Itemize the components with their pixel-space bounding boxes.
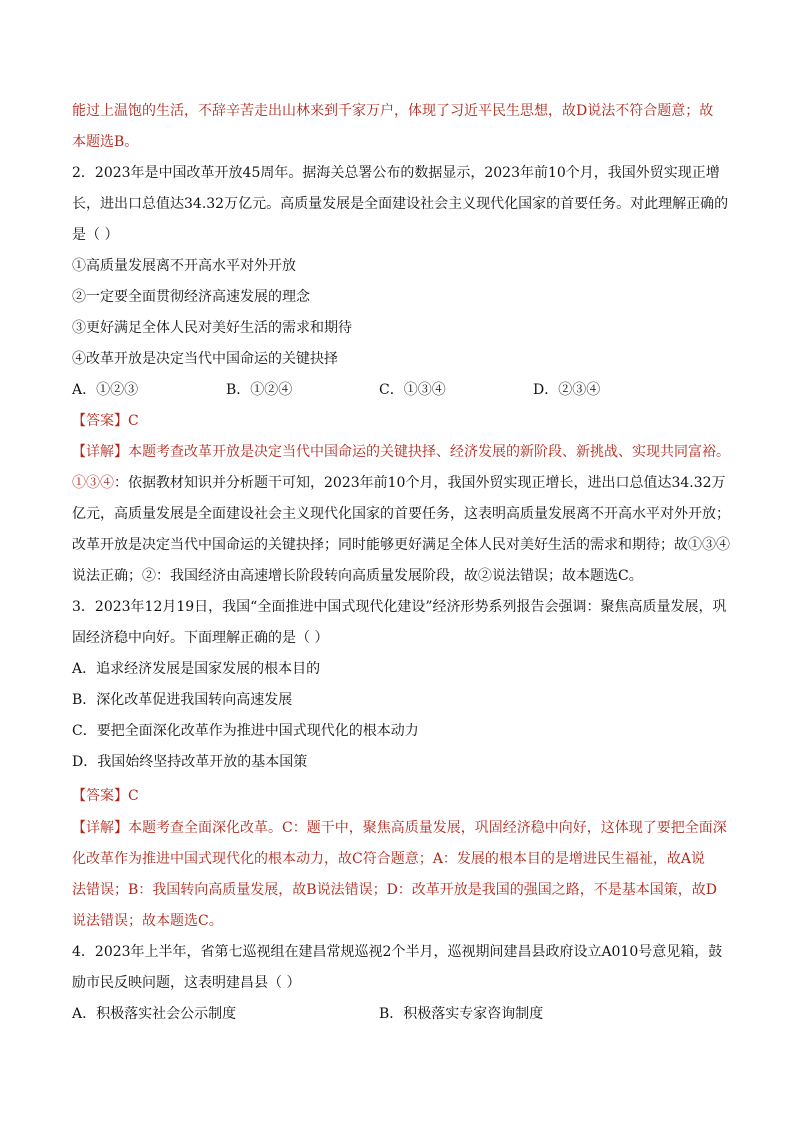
q2-detail-text-2: ：依据教材知识并分析题干可知，2023年前10个月，我国外贸实现正增长，进出口总值达34.32万 [114,475,726,491]
q3-detail-label: 【详解】 [72,820,128,836]
q3-detail-text-1: 本题考查全面深化改革。C：题干中，聚焦高质量发展，巩固经济稳中向好，这体现了要把全面深 [128,820,727,836]
q3-option-c: C．要把全面深化改革作为推进中国式现代化的根本动力 [72,723,419,739]
q2-stem-line-2: 长，进出口总值达34.32万亿元。高质量发展是全面建设社会主义现代化国家的首要任务。对此理解正确的 [72,196,729,212]
q3-detail-line-4: 说法错误；故本题选C。 [72,913,223,929]
q3-detail-line-1 [72,818,732,838]
q2-item-4: ④改革开放是决定当代中国命运的关键抉择 [72,351,338,367]
q3-stem-line-1: 3．2023年12月19日，我国“全面推进中国式现代化建设”经济形势系列报告会强调：聚焦高质量发展，巩 [72,599,727,615]
q2-item-1: ①高质量发展离不开高水平对外开放 [72,258,296,274]
q2-detail-text-1: 本题考查改革开放是决定当代中国命运的关键抉择、经济发展的新阶段、新挑战、实现共同富裕。 [128,444,730,460]
q2-answer-label: 【答案】 [72,413,128,429]
q2-answer-value: C [128,413,139,429]
q2-option-a: A．①②③ [72,382,139,398]
q3-option-d: D．我国始终坚持改革开放的基本国策 [72,754,308,770]
q3-detail-line-2: 化改革作为推进中国式现代化的根本动力，故C符合题意；A：发展的根本目的是增进民生福祉，故A说 [72,851,705,867]
q2-item-3: ③更好满足全体人民对美好生活的需求和期待 [72,320,352,336]
q2-detail-label: 【详解】 [72,444,128,460]
q2-item-2: ②一定要全面贯彻经济高速发展的理念 [72,289,310,305]
q3-option-a: A．追求经济发展是国家发展的根本目的 [72,661,321,677]
q3-detail-line-3: 法错误；B：我国转向高质量发展，故B说法错误；D：改革开放是我国的强国之路，不是基本国策，故D [72,882,718,898]
q3-answer [72,786,732,806]
q2-detail-line-5: 说法正确；②：我国经济由高速增长阶段转向高质量发展阶段，故②说法错误；故本题选C。 [72,568,643,584]
q3-answer-value: C [128,788,139,804]
q2-detail-line-2 [72,473,732,493]
q3-stem-line-2: 固经济稳中向好。下面理解正确的是（ ） [72,630,329,646]
q2-stem-line-1: 2．2023年是中国改革开放45周年。据海关总署公布的数据显示，2023年前10个月，我国外贸实现正增 [72,165,720,181]
q2-stem-line-3: 是（ ） [72,227,119,243]
q2-option-b: B．①②④ [226,382,293,398]
q2-detail-line-4: 改革开放是决定当代中国命运的关键抉择；同时能够更好满足全体人民对美好生活的需求和期待；故①③④ [72,537,730,553]
q2-detail-line-1 [72,442,732,462]
prev-detail-line-2: 本题选B。 [72,134,139,150]
q2-option-d: D．②③④ [533,382,601,398]
q3-option-b: B．深化改革促进我国转向高速发展 [72,692,293,708]
q2-option-c: C．①③④ [379,382,446,398]
q4-stem-line-2: 励市民反映问题，这表明建昌县（ ） [72,975,301,991]
q2-detail-highlight: ①③④ [72,475,114,491]
q3-answer-label: 【答案】 [72,788,128,804]
q2-answer [72,411,732,431]
q4-option-a: A．积极落实社会公示制度 [72,1006,237,1022]
q4-stem-line-1: 4．2023年上半年，省第七巡视组在建昌常规巡视2个半月，巡视期间建昌县政府设立A010号意见箱，鼓 [72,944,723,960]
q4-option-b: B．积极落实专家咨询制度 [379,1006,544,1022]
q2-detail-line-3: 亿元，高质量发展是全面建设社会主义现代化国家的首要任务，这表明高质量发展离不开高水平对外开放； [72,506,730,522]
prev-detail-line-1: 能过上温饱的生活，不辞辛苦走出山林来到千家万户，体现了习近平民生思想，故D说法不符合题意；故 [72,103,714,119]
